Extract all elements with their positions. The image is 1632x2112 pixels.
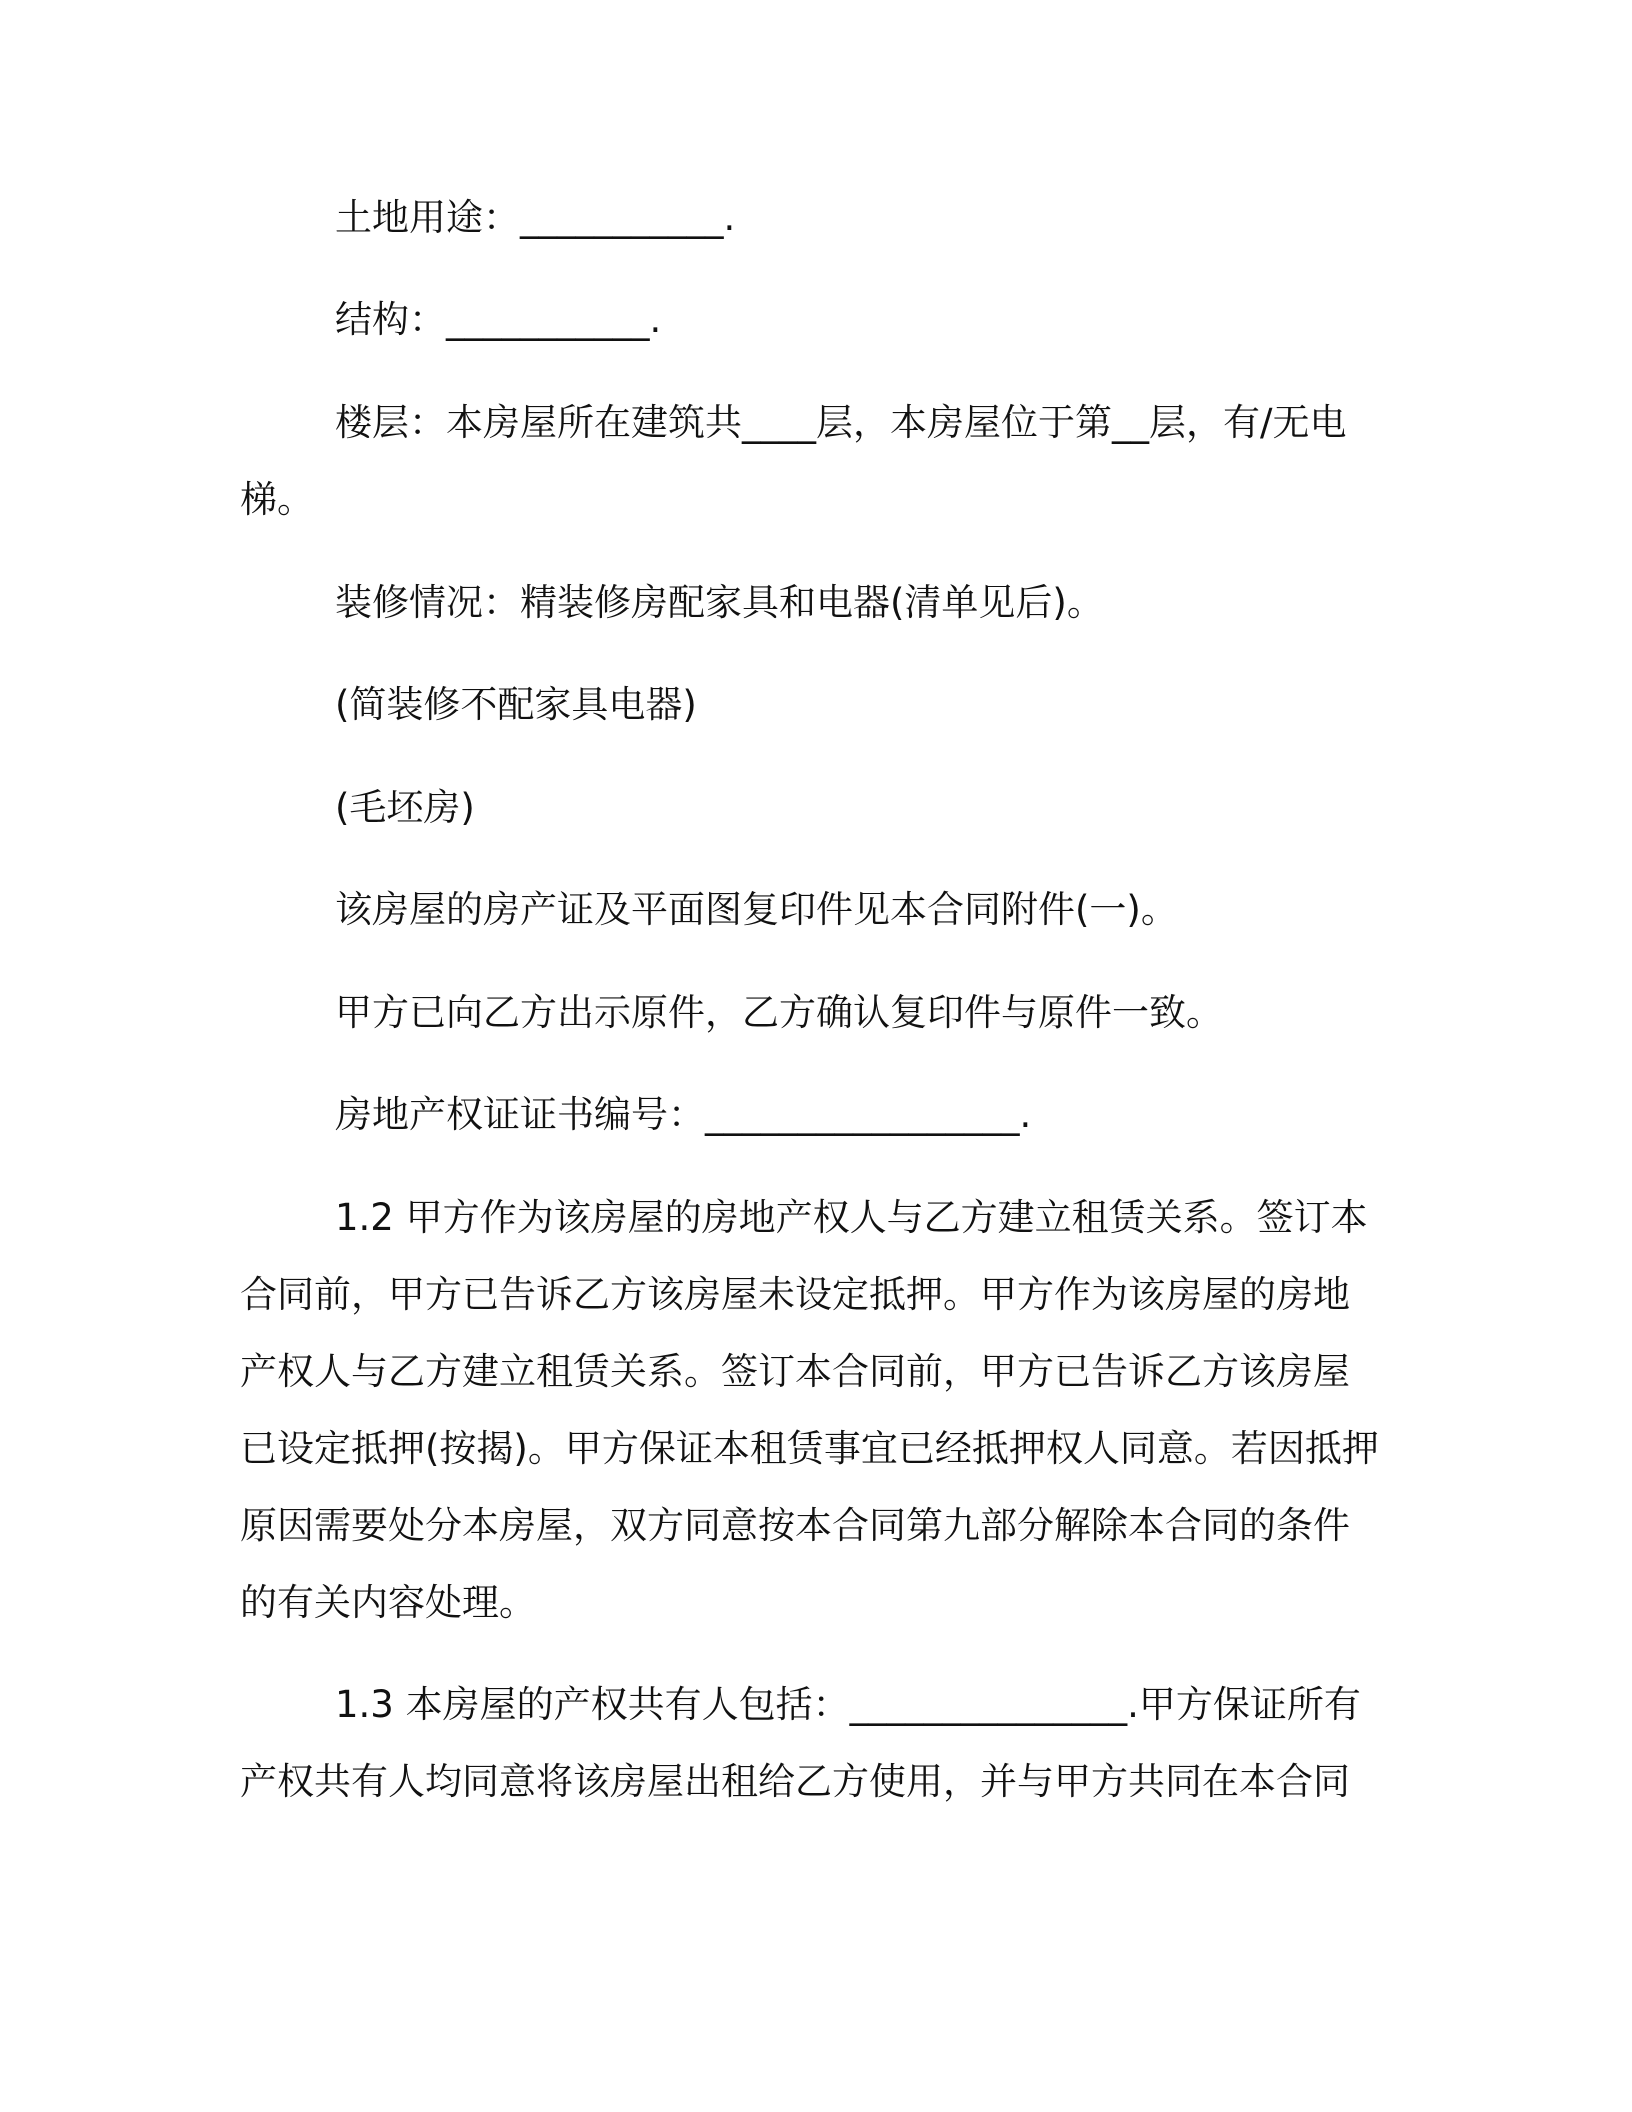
- decoration-line: 装修情况：精装修房配家具和电器(清单见后)。: [335, 581, 1104, 624]
- clause-1-3-line-2: 产权共有人均同意将该房屋出租给乙方使用，并与甲方共同在本合同: [240, 1760, 1350, 1803]
- clause-1-2-line-2: 合同前，甲方已告诉乙方该房屋未设定抵押。甲方作为该房屋的房地: [240, 1273, 1350, 1316]
- clause-1-2-line-4: 已设定抵押(按揭)。甲方保证本租赁事宜已经抵押权人同意。若因抵押: [240, 1427, 1379, 1470]
- land-use-line: 土地用途：___________.: [335, 196, 736, 239]
- certificate-number-line: 房地产权证证书编号：_________________.: [335, 1093, 1032, 1136]
- floor-line: 楼层：本房屋所在建筑共____层，本房屋位于第__层，有/无电: [335, 401, 1347, 444]
- clause-1-2-line-6: 的有关内容处理。: [240, 1581, 536, 1624]
- original-shown-line: 甲方已向乙方出示原件，乙方确认复印件与原件一致。: [335, 991, 1223, 1034]
- certificate-copy-line: 该房屋的房产证及平面图复印件见本合同附件(一)。: [335, 888, 1178, 931]
- floor-line-continued: 梯。: [240, 478, 314, 521]
- clause-1-2-line-3: 产权人与乙方建立租赁关系。签订本合同前，甲方已告诉乙方该房屋: [240, 1350, 1350, 1393]
- simple-decoration-line: (简装修不配家具电器): [335, 683, 697, 726]
- clause-1-2-line-1: 1.2 甲方作为该房屋的房地产权人与乙方建立租赁关系。签订本: [335, 1196, 1368, 1239]
- rough-house-line: (毛坯房): [335, 786, 475, 829]
- clause-1-3-line-1: 1.3 本房屋的产权共有人包括：_______________.甲方保证所有: [335, 1683, 1361, 1726]
- structure-line: 结构：___________.: [335, 298, 662, 341]
- clause-1-2-line-5: 原因需要处分本房屋，双方同意按本合同第九部分解除本合同的条件: [240, 1504, 1350, 1547]
